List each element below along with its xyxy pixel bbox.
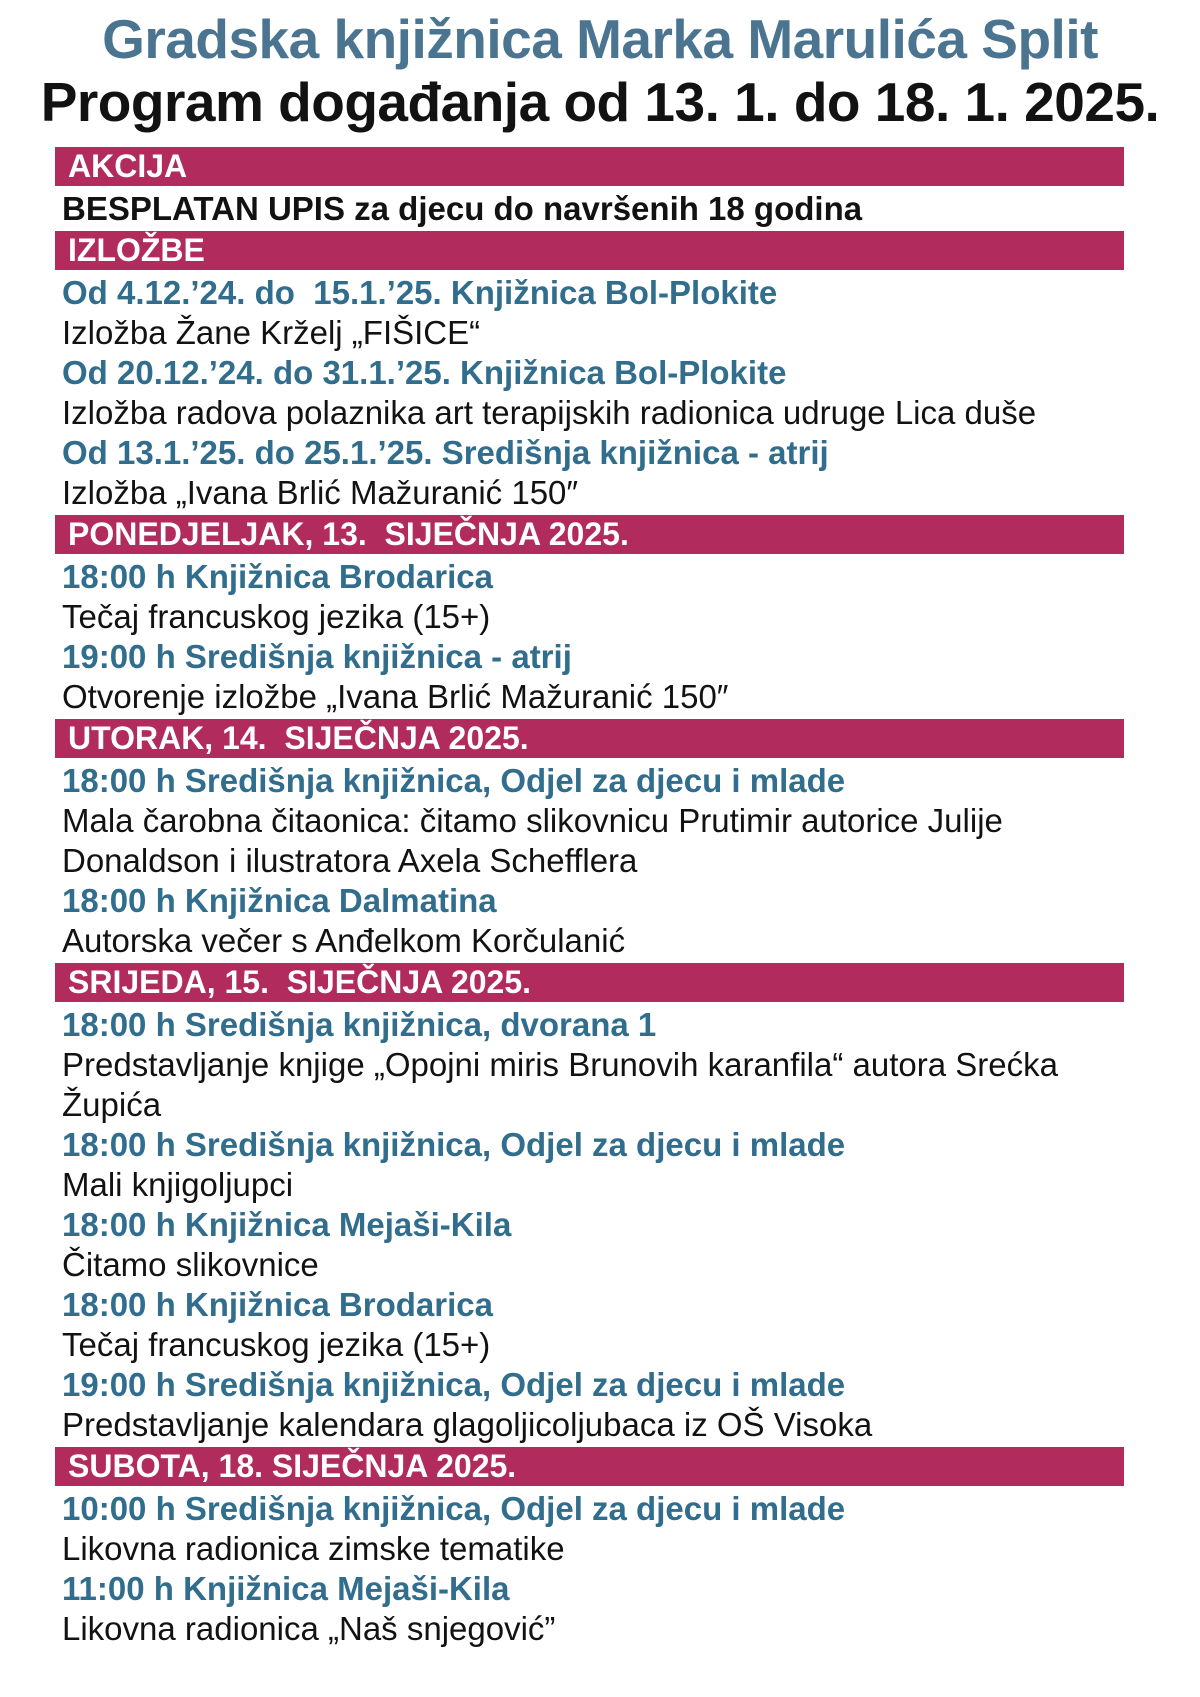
mon-event-1-time-place: 18:00 h Knjižnica Brodarica <box>62 558 493 596</box>
banner-utorak: UTORAK, 14. SIJEČNJA 2025. <box>55 719 1124 758</box>
mon-event-2-time-place: 19:00 h Središnja knjižnica - atrij <box>62 638 572 676</box>
banner-srijeda: SRIJEDA, 15. SIJEČNJA 2025. <box>55 963 1124 1002</box>
exhibit-1-title: Izložba Žane Krželj „FIŠICE“ <box>62 314 481 352</box>
wed-event-3-time-place: 18:00 h Knjižnica Mejaši-Kila <box>62 1206 512 1244</box>
sat-event-2-time-place: 11:00 h Knjižnica Mejaši-Kila <box>62 1570 510 1608</box>
exhibit-3-date-place: Od 13.1.’25. do 25.1.’25. Središnja knjižnica - atrij <box>62 434 829 472</box>
sat-event-1-title: Likovna radionica zimske tematike <box>62 1530 565 1568</box>
wed-event-2-time-place: 18:00 h Središnja knjižnica, Odjel za djecu i mlade <box>62 1126 846 1164</box>
banner-ponedjeljak: PONEDJELJAK, 13. SIJEČNJA 2025. <box>55 515 1124 554</box>
banner-izlozbe: IZLOŽBE <box>55 231 1124 270</box>
program-rows <box>0 147 1200 1649</box>
wed-event-3-title: Čitamo slikovnice <box>62 1246 319 1284</box>
banner-subota: SUBOTA, 18. SIJEČNJA 2025. <box>55 1447 1124 1486</box>
wed-event-1-time-place: 18:00 h Središnja knjižnica, dvorana 1 <box>62 1006 657 1044</box>
page-title: Gradska knjižnica Marka Marulića Split <box>102 8 1098 70</box>
banner-akcija: AKCIJA <box>55 147 1124 186</box>
tue-event-1-time-place: 18:00 h Središnja knjižnica, Odjel za djecu i mlade <box>62 762 846 800</box>
page-subtitle: Program događanja od 13. 1. do 18. 1. 2025. <box>40 70 1160 133</box>
exhibit-1-date-place: Od 4.12.’24. do 15.1.’25. Knjižnica Bol-Plokite <box>62 274 778 312</box>
page-header <box>0 0 1200 133</box>
sat-event-2-title: Likovna radionica „Naš snjegović” <box>62 1610 556 1648</box>
tue-event-2-time-place: 18:00 h Knjižnica Dalmatina <box>62 882 497 920</box>
exhibit-2-date-place: Od 20.12.’24. do 31.1.’25. Knjižnica Bol-Plokite <box>62 354 787 392</box>
wed-event-4-title: Tečaj francuskog jezika (15+) <box>62 1326 491 1364</box>
tue-event-1-title: Mala čarobna čitaonica: čitamo slikovnicu Prutimir autorice Julije Donaldson i ilustratora Axela Schefflera <box>62 802 1013 880</box>
tue-event-2-title: Autorska večer s Anđelkom Korčulanić <box>62 922 626 960</box>
wed-event-5-title: Predstavljanje kalendara glagoljicoljubaca iz OŠ Visoka <box>62 1406 873 1444</box>
wed-event-4-time-place: 18:00 h Knjižnica Brodarica <box>62 1286 493 1324</box>
wed-event-1-title: Predstavljanje knjige „Opojni miris Brunovih karanfila“ autora Srećka Župića <box>62 1046 1068 1124</box>
mon-event-2-title: Otvorenje izložbe „Ivana Brlić Mažuranić 150″ <box>62 678 729 716</box>
free-enrollment-line: BESPLATAN UPIS za djecu do navršenih 18 godina <box>62 190 863 228</box>
wed-event-2-title: Mali knjigoljupci <box>62 1166 294 1204</box>
exhibit-2-title: Izložba radova polaznika art terapijskih radionica udruge Lica duše <box>62 394 1037 432</box>
wed-event-5-time-place: 19:00 h Središnja knjižnica, Odjel za djecu i mlade <box>62 1366 846 1404</box>
mon-event-1-title: Tečaj francuskog jezika (15+) <box>62 598 491 636</box>
exhibit-3-title: Izložba „Ivana Brlić Mažuranić 150″ <box>62 474 579 512</box>
sat-event-1-time-place: 10:00 h Središnja knjižnica, Odjel za djecu i mlade <box>62 1490 846 1528</box>
